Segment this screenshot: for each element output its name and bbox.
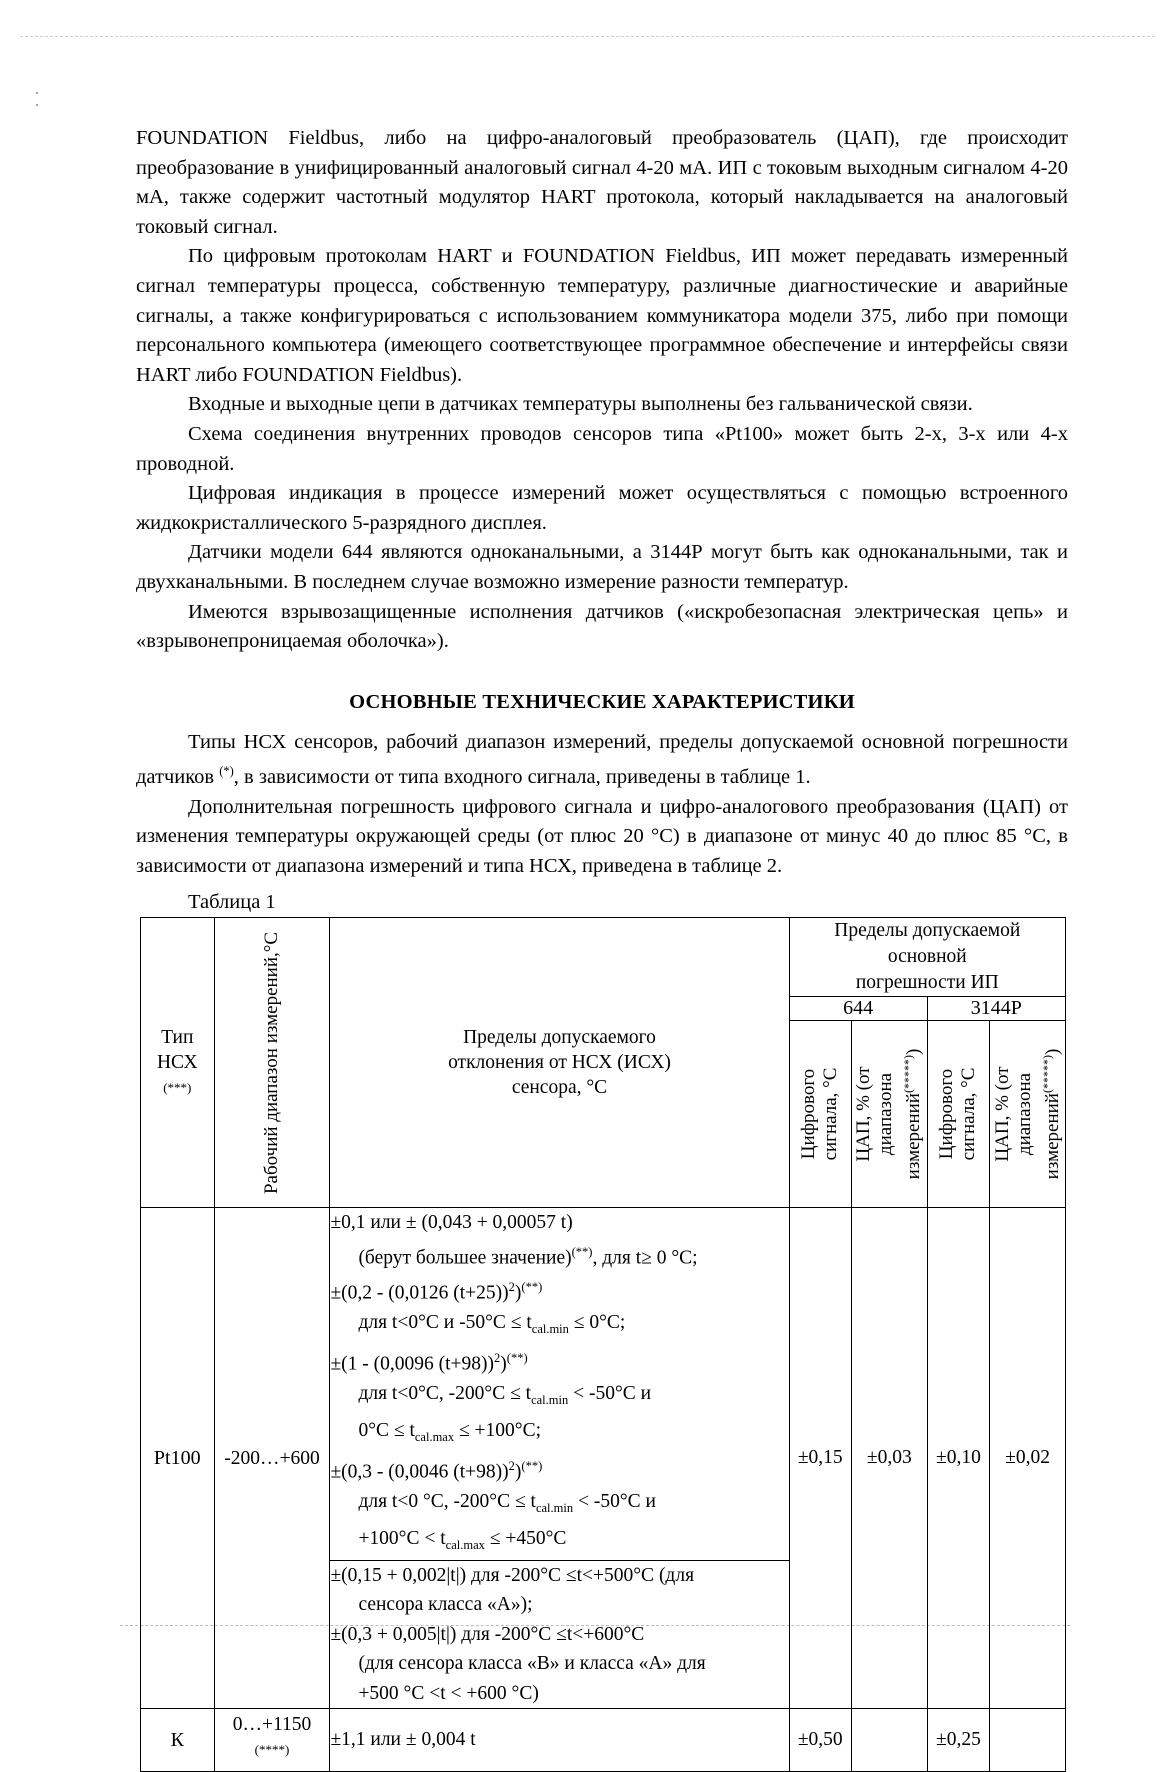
cell-deviation-k: ±1,1 или ± 0,004 t xyxy=(330,1709,789,1772)
formula-line: сенсора класса «А»); xyxy=(358,1594,533,1616)
cell-deviation-pt100-block1 xyxy=(330,1208,789,1560)
cell-range-pt100: -200…+600 xyxy=(214,1208,330,1709)
specifications-table xyxy=(140,917,1066,1772)
header-deviation-line2: отклонения от НСХ (ИСХ) xyxy=(448,1052,671,1074)
formula-line: для t<0°С, $-200^\circ С \le t_{cal.min} < -50^\circ С$ и xyxy=(358,1383,652,1408)
header-dac-3144p-footnote: (*****) xyxy=(1039,1055,1054,1094)
header-digital-644-line1: Цифрового xyxy=(798,1069,820,1160)
formula-line: (для сенсора класса «В» и класса «А» для xyxy=(358,1653,706,1675)
formula-line: ±(0,3 + 0,005|t|) для -200°С ≤t<+600°С xyxy=(330,1623,645,1645)
formula-exponent: 2 xyxy=(508,1459,515,1474)
paragraph-galvanic-isolation: Входные и выходные цепи в датчиках температуры выполнены без гальванической связи. xyxy=(188,393,973,416)
formula-line: ±0,1 или ± (0,043 + 0,00057 t) xyxy=(330,1212,573,1234)
table-row xyxy=(141,1709,1066,1772)
table-header-row-1 xyxy=(141,918,1066,997)
header-range-label: Рабочий диапазон измерений,°С xyxy=(260,931,282,1195)
paragraph-intro-fieldbus: FOUNDATION Fieldbus, либо на цифро-аналоговый преобразователь (ЦАП), где происходит преобразование в унифицированный аналоговый сигнал 4-20 мА. ИП с токовым выходным сигналом 4-20 мА, также содержит частотный модулятор HART протокола, который накладывается на аналоговый токовый сигнал. xyxy=(136,127,1068,238)
footnote-marker: (*) xyxy=(219,764,234,779)
header-dac-644-line3 xyxy=(897,1049,925,1180)
formula-subscript: cal.max xyxy=(445,1537,485,1552)
header-cell-range xyxy=(214,918,330,1208)
document-body xyxy=(136,124,1068,1772)
header-type-line2: НСХ xyxy=(156,1052,198,1074)
header-deviation-line3: сенсора, °С xyxy=(511,1077,608,1099)
header-digital-644-label xyxy=(798,1068,842,1161)
paragraph-table1-text: Типы НСХ сенсоров, рабочий диапазон измерений, пределы допускаемой основной погрешности датчиков (*), в зависимости от типа входного сигнала, приведены в таблице 1. xyxy=(136,730,1068,789)
formula-line: +500 °С <t < +600 °С) xyxy=(358,1682,539,1704)
header-dac-644-line2: диапазона xyxy=(875,1073,897,1156)
header-dac-644-close: ) xyxy=(903,1049,925,1056)
header-cell-dac-3144p xyxy=(990,1021,1066,1208)
header-digital-3144p-label xyxy=(936,1068,980,1161)
header-limits-line3: погрешности ИП xyxy=(855,972,999,994)
cell-range-k-footnote: (****) xyxy=(254,1742,290,1758)
header-type-footnote: (***) xyxy=(163,1080,192,1096)
formula-subscript: cal.min xyxy=(531,1321,569,1336)
formula-line: ±(1 - (0,0096 (t+98))$^2$)(**) xyxy=(330,1351,528,1375)
header-type-line1: Тип xyxy=(161,1027,194,1049)
formula-subscript: cal.max xyxy=(414,1429,455,1444)
paragraph-table2-reference: Дополнительная погрешность цифрового сигнала и цифро-аналогового преобразования (ЦАП) от изменения температуры окружающей среды (от плюс 20 °С) в диапазоне от минус 40 до плюс 85 °С, в зависимости от диапазона измерений и типа НСХ, приведена в таблице 2. xyxy=(136,795,1068,877)
paragraph-explosion-proof: Имеются взрывозащищенные исполнения датчиков («искробезопасная электрическая цепь» и «взрывонепроницаемая оболочка»). xyxy=(136,600,1068,653)
paragraph-wiring-scheme: Схема соединения внутренних проводов сенсоров типа «Pt100» может быть 2-х, 3-х или 4-х проводной. xyxy=(136,422,1068,475)
header-cell-deviation xyxy=(330,918,789,1208)
table-row xyxy=(141,1208,1066,1560)
paragraph-channel-models: Датчики модели 644 являются одноканальными, а 3144Р могут быть как одноканальными, так и двухканальными. В последнем случае возможно измерение разности температур. xyxy=(136,541,1068,593)
header-cell-dac-644 xyxy=(851,1021,927,1208)
header-dac-3144p-line3 xyxy=(1035,1049,1063,1180)
formula-line: ±(0,3 - (0,0046 (t+98))$^2$)(**) xyxy=(330,1459,543,1483)
header-dac-3144p-line3-text: измерений xyxy=(1041,1093,1063,1180)
formula-exponent: 2 xyxy=(494,1351,501,1366)
formula-exponent: 2 xyxy=(508,1279,515,1294)
formula-subscript: cal.min xyxy=(531,1393,569,1408)
cell-digital-644-pt100: ±0,15 xyxy=(789,1208,851,1709)
cell-type-k: К xyxy=(141,1709,215,1772)
header-cell-digital-644 xyxy=(789,1021,851,1208)
formula-subscript: cal.min xyxy=(535,1501,574,1516)
formula-footnote: (**) xyxy=(506,1351,528,1366)
header-dac-644-label xyxy=(853,1049,925,1180)
paragraph-digital-display: Цифровая индикация в процессе измерений может осуществляться с помощью встроенного жидкокристаллического 5-разрядного дисплея. xyxy=(136,482,1068,534)
header-dac-3144p-line2: диапазона xyxy=(1013,1073,1035,1156)
formula-line: ±(0,2 - (0,0126 (t+25))$^2$)(**) xyxy=(330,1279,543,1304)
header-dac-3144p-close: ) xyxy=(1041,1049,1063,1056)
paragraph-table1-reference xyxy=(136,728,1068,793)
cell-deviation-pt100-block2 xyxy=(330,1560,789,1709)
cell-dac-644-k xyxy=(851,1709,927,1772)
header-digital-3144p-line2: сигнала, °С xyxy=(958,1068,980,1161)
paragraph-hart-protocols: По цифровым протоколам HART и FOUNDATION Fieldbus, ИП может передавать измеренный сигнал температуры процесса, собственную температуру, различные диагностические и аварийные сигналы, а также конфигурироваться с использованием коммуникатора модели 375, либо при помощи персонального компьютера (имеющего соответствующее программное обеспечение и интерфейсы связи HART либо FOUNDATION Fieldbus). xyxy=(136,245,1068,386)
header-dac-644-line1: ЦАП, % (от xyxy=(853,1066,875,1163)
formula-line: для t<0°С и $-50^\circ С \le t_{cal.min} \le 0^\circ С$; xyxy=(358,1311,626,1336)
header-cell-limits-group xyxy=(789,918,1065,997)
scan-artifact-top-edge xyxy=(20,36,1155,38)
header-dac-3144p-label xyxy=(991,1049,1063,1180)
formula-line: для t<0 °С, $-200^\circ С \le t_{cal.min} < -50^\circ С$ и xyxy=(358,1491,656,1516)
cell-digital-3144p-k: ±0,25 xyxy=(927,1709,989,1772)
table-caption: Таблица 1 xyxy=(188,891,276,914)
cell-digital-644-k: ±0,50 xyxy=(789,1709,851,1772)
formula-footnote: (**) xyxy=(521,1459,543,1474)
header-cell-digital-3144p xyxy=(927,1021,989,1208)
cell-dac-3144p-k xyxy=(990,1709,1066,1772)
header-dac-3144p-line1: ЦАП, % (от xyxy=(991,1066,1013,1163)
scan-artifact-dot xyxy=(36,104,38,106)
section-title: ОСНОВНЫЕ ТЕХНИЧЕСКИЕ ХАРАКТЕРИСТИКИ xyxy=(349,690,855,713)
formula-line: ±(0,15 + 0,002|t|) для -200°С ≤t<+500°С (для xyxy=(330,1564,695,1586)
formula-footnote: (**) xyxy=(571,1244,593,1259)
formula-line: $+100^\circ С < t_{cal.max} \le +450^\circ С$ xyxy=(358,1527,567,1552)
header-dac-644-footnote: (*****) xyxy=(901,1055,916,1094)
formula-line: $0^\circ С \le t_{cal.max} \le +100^\circ С$; xyxy=(358,1419,542,1444)
header-cell-model-3144p: 3144Р xyxy=(927,997,1065,1021)
header-dac-644-line3-text: измерений xyxy=(903,1093,925,1180)
cell-digital-3144p-pt100: ±0,10 xyxy=(927,1208,989,1709)
header-limits-line1: Пределы допускаемой xyxy=(834,920,1021,942)
formula-line: (берут большее значение)(**), для t≥ 0 °С; xyxy=(358,1244,698,1269)
header-cell-model-644: 644 xyxy=(789,997,927,1021)
header-limits-line2: основной xyxy=(887,946,967,968)
formula-footnote: (**) xyxy=(521,1279,543,1294)
cell-type-pt100: Pt100 xyxy=(141,1208,215,1709)
cell-range-k-value: 0…+1150 xyxy=(232,1714,312,1736)
header-deviation-line1: Пределы допускаемого xyxy=(463,1027,656,1049)
header-cell-type xyxy=(141,918,215,1208)
header-digital-644-line2: сигнала, °С xyxy=(820,1068,842,1161)
cell-dac-644-pt100: ±0,03 xyxy=(851,1208,927,1709)
cell-range-k xyxy=(214,1709,330,1772)
cell-dac-3144p-pt100: ±0,02 xyxy=(990,1208,1066,1709)
scan-artifact-dot xyxy=(36,92,38,94)
header-digital-3144p-line1: Цифрового xyxy=(936,1069,958,1160)
